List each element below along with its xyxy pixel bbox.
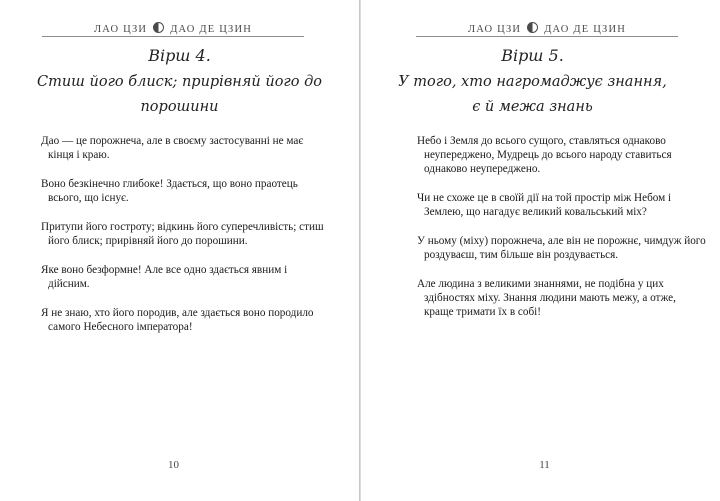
verse-paragraph: У ньому (міху) порожнеча, але він не порожнє, чимдуж його роздуваєш, тим більше він роздувається. <box>417 235 706 261</box>
verse-subtitle-line: У того, хто нагромаджує знання, <box>398 74 667 90</box>
running-head-author: ЛАО ЦЗИ <box>93 24 148 35</box>
page-number: 11 <box>539 459 550 471</box>
running-head-author: ЛАО ЦЗИ <box>467 24 522 35</box>
verse-subtitle <box>353 70 712 120</box>
running-head <box>42 22 304 35</box>
yin-yang-icon <box>527 22 538 33</box>
verse-paragraph: Яке воно безформне! Але все одно здається явним і дійсним. <box>41 264 288 290</box>
verse-paragraph: Дао — це порожнеча, але в своєму застосуванні не має кінця і краю. <box>41 135 304 161</box>
verse-paragraph: Я не знаю, хто його породив, але здається воно породило самого Небесного імператора! <box>41 307 314 333</box>
verse-body <box>417 134 707 334</box>
verse-subtitle-line: є й межа знань <box>472 99 593 115</box>
left-page <box>0 0 359 501</box>
running-head-title: ДАО ДЕ ЦЗИН <box>170 24 253 35</box>
right-page <box>361 0 720 501</box>
verse-body <box>41 134 326 349</box>
verse-paragraph: Але людина з великими знаннями, не подібна у цих здібностях міху. Знання людини мають межу, а отже, краще тримати їх в собі! <box>417 278 676 318</box>
verse-paragraph: Воно безкінечно глибоке! Здається, що воно праотець всього, що існує. <box>41 178 298 204</box>
yin-yang-icon <box>153 22 164 33</box>
running-head-title: ДАО ДЕ ЦЗИН <box>544 24 627 35</box>
running-head <box>416 22 678 35</box>
verse-subtitle-line: Стиш його блиск; прирівняй його до порошини <box>36 74 323 115</box>
verse-subtitle <box>0 70 359 120</box>
page-number: 10 <box>168 459 179 471</box>
header-rule <box>42 36 304 37</box>
verse-paragraph: Чи не схоже це в своїй дії на той простір між Небом і Землею, що нагадує великий ковальський міх? <box>417 192 672 218</box>
header-rule <box>416 36 678 37</box>
verse-title: Вірш 4. <box>148 46 211 65</box>
verse-paragraph: Притупи його гостроту; відкинь його суперечливість; стиш його блиск; прирівняй його до порошини. <box>41 221 324 247</box>
verse-paragraph: Небо і Земля до всього сущого, ставляться однаково неупереджено, Мудрець до всього народу ставиться однаково неупереджено. <box>417 135 672 175</box>
verse-title: Вірш 5. <box>501 46 564 65</box>
